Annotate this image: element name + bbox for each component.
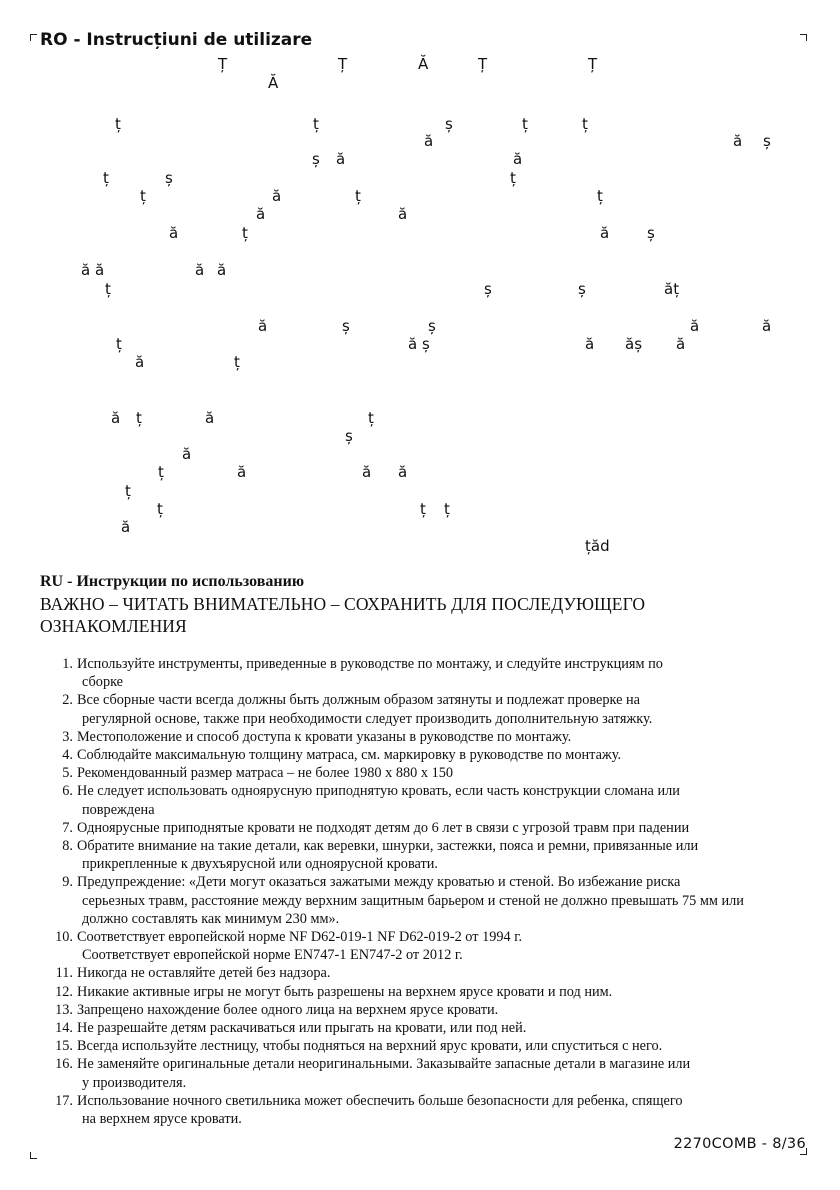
ro-glyph: Ț <box>588 55 598 73</box>
list-item-number: 1. <box>62 656 73 672</box>
list-item-text-block <box>77 691 780 727</box>
list-item-text-block <box>77 819 780 837</box>
list-item-number: 6. <box>62 783 73 800</box>
corner-mark-bottom-left <box>30 1152 37 1159</box>
ro-glyph: ă <box>111 409 121 427</box>
ro-glyph: ă <box>762 317 772 335</box>
ro-glyph: țăd <box>585 537 610 555</box>
ro-glyph: ă <box>169 224 179 242</box>
ro-glyph: ă <box>585 335 595 353</box>
list-item-number: 11. <box>55 965 73 982</box>
ro-glyph: ș <box>165 169 173 187</box>
list-item-text-block <box>77 964 780 982</box>
list-item-number: 2. <box>62 692 73 709</box>
ro-glyph: ă <box>217 261 227 279</box>
list-item-text-block <box>77 1037 780 1055</box>
ro-glyph: ț <box>116 335 122 353</box>
ro-glyph: ă <box>424 132 434 150</box>
ro-glyph: ș <box>445 115 453 133</box>
ro-glyph: ă <box>600 224 610 242</box>
list-item-continuation: регулярной основе, также при необходимости следует производить дополнительную затяжку. <box>82 710 653 727</box>
ru-list-item <box>40 1092 780 1128</box>
ro-glyph: ț <box>522 115 528 133</box>
ru-list-item <box>40 764 780 782</box>
ro-glyph: ț <box>105 280 111 298</box>
ro-glyph: ă <box>237 463 247 481</box>
ro-glyph: ș <box>428 317 436 335</box>
ro-glyph: ț <box>103 169 109 187</box>
list-item-text-block <box>77 1055 780 1091</box>
list-item-text: Запрещено нахождение более одного лица на верхнем ярусе кровати. <box>77 1001 499 1018</box>
ro-glyph: Ț <box>218 55 228 73</box>
list-item-text-block <box>77 764 780 782</box>
ro-glyph: ă <box>195 261 205 279</box>
ro-glyph: ț <box>140 187 146 205</box>
ro-glyph: ț <box>115 115 121 133</box>
ro-glyph: ă <box>258 317 268 335</box>
ru-list-item <box>40 691 780 727</box>
list-item-text: Все сборные части всегда должны быть должным образом затянуты и подлежат проверке на <box>77 692 641 709</box>
list-item-number: 3. <box>62 728 73 745</box>
ro-glyph: ț <box>157 500 163 518</box>
ru-list-item <box>40 819 780 837</box>
ro-glyph: ț <box>242 224 248 242</box>
ro-glyph: ț <box>510 169 516 187</box>
list-item-text-block <box>77 983 780 1001</box>
list-item-continuation: сборке <box>82 674 124 691</box>
ro-glyph: ț <box>234 353 240 371</box>
ro-glyph: ă <box>336 150 346 168</box>
ro-glyph: ș <box>647 224 655 242</box>
ru-list-item <box>40 1001 780 1019</box>
list-item-text: Не разрешайте детям раскачиваться или прыгать на кровати, или под ней. <box>77 1020 527 1037</box>
list-item-text: Соответствует европейской норме NF D62-019-1 NF D62-019-2 от 1994 г. <box>77 929 523 946</box>
ru-list-item <box>40 728 780 746</box>
list-item-number: 14. <box>55 1020 73 1037</box>
ro-glyph: ă <box>205 409 215 427</box>
ro-glyph: ă <box>733 132 743 150</box>
list-item-number: 17. <box>55 1092 73 1109</box>
ru-list-item <box>40 1019 780 1037</box>
ru-list-item <box>40 1055 780 1091</box>
ru-list-item <box>40 782 780 818</box>
list-item-number: 13. <box>55 1001 73 1018</box>
ro-glyph: ț <box>158 463 164 481</box>
list-item-text: Соблюдайте максимальную толщину матраса, см. маркировку в руководстве по монтажу. <box>77 747 622 764</box>
list-item-number: 12. <box>55 983 73 1000</box>
ru-list-item <box>40 983 780 1001</box>
ro-glyph: ă ș <box>408 335 430 353</box>
list-item-text: Одноярусные приподнятые кровати не подходят детям до 6 лет в связи с угрозой травм при падении <box>77 819 690 836</box>
ro-glyph: ă ă <box>81 261 105 279</box>
list-item-text: Всегда используйте лестницу, чтобы подняться на верхний ярус кровати, или спуститься с него. <box>77 1038 663 1055</box>
ro-glyph: ă <box>690 317 700 335</box>
ro-glyph: ș <box>342 317 350 335</box>
list-item-number: 9. <box>62 874 73 891</box>
list-item-continuation: Соответствует европейской норме EN747-1 EN747-2 от 2012 г. <box>82 947 463 964</box>
list-item-text-block <box>77 746 780 764</box>
list-item-text: Использование ночного светильника может обеспечить больше безопасности для ребенка, спящего <box>77 1092 683 1109</box>
ro-glyph: ș <box>578 280 586 298</box>
ru-list-item <box>40 1037 780 1055</box>
list-item-number: 16. <box>55 1056 73 1073</box>
corner-mark-top-right <box>800 34 807 41</box>
ro-glyph: Ț <box>338 55 348 73</box>
list-item-text: Никакие активные игры не могут быть разрешены на верхнем ярусе кровати и под ним. <box>77 983 613 1000</box>
ro-glyph: Ă <box>418 55 429 73</box>
list-item-text-block <box>77 655 780 691</box>
ro-glyph: ț <box>368 409 374 427</box>
ru-section-title: RU - Инструкции по использованию <box>40 573 305 590</box>
ro-glyph: ț <box>597 187 603 205</box>
list-item-continuation: у производителя. <box>82 1074 187 1091</box>
list-item-text-block <box>77 873 780 928</box>
list-item-continuation: прикрепленные к двухъярусной или одноярусной кровати. <box>82 856 438 873</box>
list-item-text: Обратите внимание на такие детали, как веревки, шнурки, застежки, пояса и ремни, привязанные или <box>77 838 699 855</box>
list-item-continuation: на верхнем ярусе кровати. <box>82 1111 242 1128</box>
ro-glyph: ț <box>125 482 131 500</box>
list-item-number: 15. <box>55 1038 73 1055</box>
ru-list-item <box>40 837 780 873</box>
ro-glyph: Ă <box>268 74 279 92</box>
list-item-text-block <box>77 1019 780 1037</box>
ro-glyph: ț <box>420 500 426 518</box>
ro-glyph: ț <box>355 187 361 205</box>
list-item-text: Используйте инструменты, приведенные в руководстве по монтажу, и следуйте инструкциям по <box>77 656 663 672</box>
ru-list-item <box>40 873 780 928</box>
ro-glyph: ț <box>313 115 319 133</box>
list-item-number: 8. <box>62 838 73 855</box>
list-item-text-block <box>77 782 780 818</box>
list-item-number: 5. <box>62 765 73 782</box>
ro-glyph: ă <box>398 205 408 223</box>
list-item-number: 4. <box>62 747 73 764</box>
ru-list-item <box>40 655 780 691</box>
list-item-text: Не следует использовать одноярусную приподнятую кровать, если часть конструкции сломана или <box>77 783 680 800</box>
ro-glyph: ă <box>676 335 686 353</box>
list-item-number: 10. <box>55 929 73 946</box>
page-number: 2270COMB - 8/36 <box>673 1136 806 1152</box>
ro-section-title: RO - Instrucțiuni de utilizare <box>40 30 313 50</box>
list-item-continuation: серьезных травм, расстояние между верхним защитным барьером и стеной не должно превышать 75 мм или должно составлять как минимум 230 мм». <box>82 892 744 927</box>
list-item-text-block <box>77 837 780 873</box>
ro-glyph: ă <box>121 518 131 536</box>
list-item-number: 7. <box>62 819 73 836</box>
ro-glyph: ă <box>272 187 282 205</box>
ro-glyph: Ț <box>478 55 488 73</box>
list-item-continuation: повреждена <box>82 801 155 818</box>
ro-glyph: ș <box>312 150 320 168</box>
list-item-text: Никогда не оставляйте детей без надзора. <box>77 965 331 982</box>
ro-glyph: ș <box>345 427 353 445</box>
ru-list-item <box>40 964 780 982</box>
list-item-text: Рекомендованный размер матраса – не более 1980 x 880 x 150 <box>77 765 454 782</box>
ro-glyph: ș <box>763 132 771 150</box>
ro-glyph: ă <box>398 463 408 481</box>
corner-mark-top-left <box>30 34 37 41</box>
ro-glyph: ăș <box>625 335 643 353</box>
ru-instructions-list <box>40 655 780 1128</box>
ro-glyph: ăț <box>664 280 680 298</box>
ro-glyph: ă <box>182 445 192 463</box>
list-item-text-block <box>77 1092 780 1128</box>
list-item-text: Местоположение и способ доступа к кровати указаны в руководстве по монтажу. <box>77 728 572 745</box>
ro-glyph: ă <box>135 353 145 371</box>
list-item-text-block <box>77 928 780 964</box>
list-item-text: Предупреждение: «Дети могут оказаться зажатыми между кроватью и стеной. Во избежание риска <box>77 874 681 891</box>
list-item-text: Не заменяйте оригинальные детали неоригинальными. Заказывайте запасные детали в магазине или <box>77 1056 691 1073</box>
ro-glyph: ț <box>444 500 450 518</box>
ru-list-item <box>40 928 780 964</box>
ru-list-item <box>40 746 780 764</box>
ro-glyph: ă <box>362 463 372 481</box>
ru-warning-header: ВАЖНО – ЧИТАТЬ ВНИМАТЕЛЬНО – СОХРАНИТЬ ДЛЯ ПОСЛЕДУЮЩЕГО ОЗНАКОМЛЕНИЯ <box>40 594 646 636</box>
ro-glyph: ț <box>136 409 142 427</box>
ro-glyph: ă <box>256 205 266 223</box>
list-item-text-block <box>77 728 780 746</box>
ro-glyph: ț <box>582 115 588 133</box>
ro-glyph: ă <box>513 150 523 168</box>
ro-glyph: ș <box>484 280 492 298</box>
list-item-text-block <box>77 1001 780 1019</box>
